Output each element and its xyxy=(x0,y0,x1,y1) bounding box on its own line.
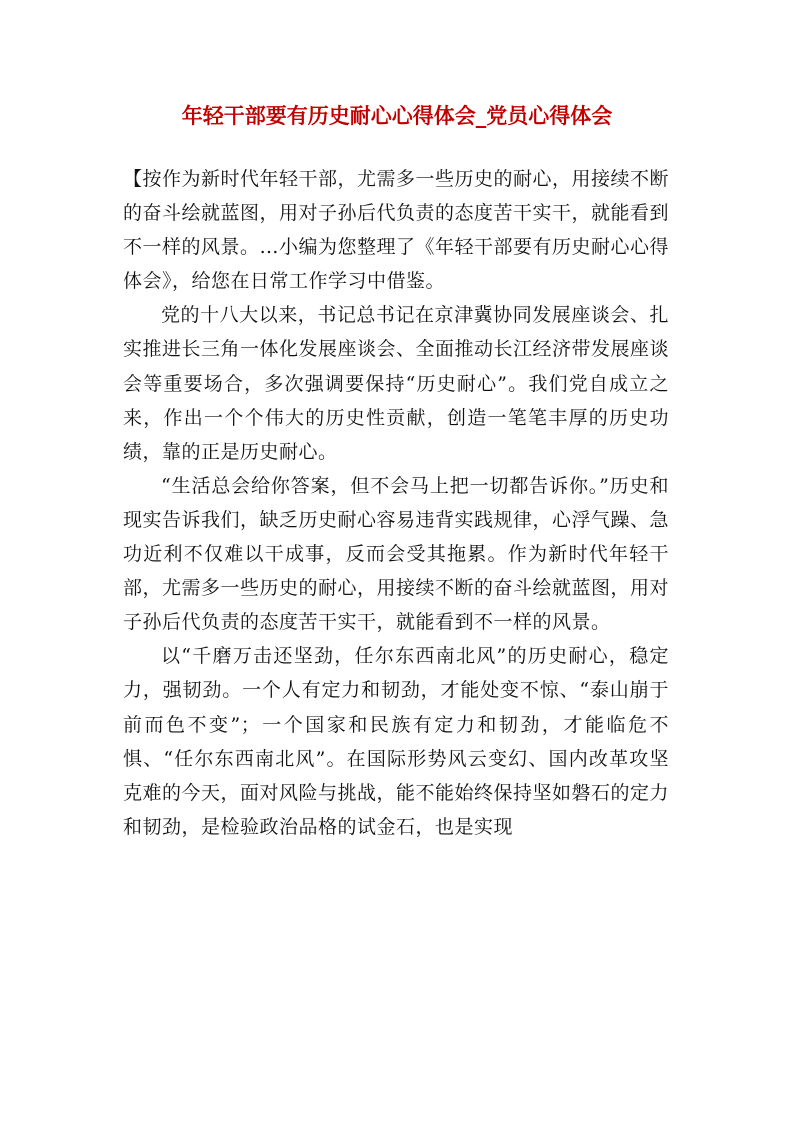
page-title: 年轻干部要有历史耐心心得体会_党员心得体会 xyxy=(181,103,613,128)
article-body xyxy=(123,162,669,844)
intro-paragraph: 【按作为新时代年轻干部，尤需多一些历史的耐心，用接续不断的奋斗绘就蓝图，用对子孙后代负责的态度苦干实干，就能看到不一样的风景。…小编为您整理了《年轻干部要有历史耐心心得体会》，给您在日常工作学习中借鉴。 xyxy=(123,168,670,293)
body-paragraph: “生活总会给你答案，但不会马上把一切都告诉你。”历史和现实告诉我们，缺乏历史耐心容易违背实践规律，心浮气躁、急功近利不仅难以干成事，反而会受其拖累。作为新时代年轻干部，尤需多一些历史的耐心，用接续不断的奋斗绘就蓝图，用对子孙后代负责的态度苦干实干，就能看到不一样的风景。 xyxy=(123,474,670,634)
body-paragraph: 党的十八大以来，书记总书记在京津冀协同发展座谈会、扎实推进长三角一体化发展座谈会、全面推动长江经济带发展座谈会等重要场合，多次强调要保持“历史耐心”。我们党自成立之来，作出一个个伟大的历史性贡献，创造一笔笔丰厚的历史功绩，靠的正是历史耐心。 xyxy=(123,304,670,463)
body-paragraph: 以“千磨万击还坚劲，任尔东西南北风”的历史耐心，稳定力，强韧劲。一个人有定力和韧劲，才能处变不惊、“泰山崩于前而色不变”；一个国家和民族有定力和韧劲，才能临危不惧、“任尔东西南北风”。在国际形势风云变幻、国内改革攻坚克难的今天，面对风险与挑战，能不能始终保持坚如磐石的定力和韧劲，是检验政治品格的试金石，也是实现 xyxy=(123,645,670,838)
